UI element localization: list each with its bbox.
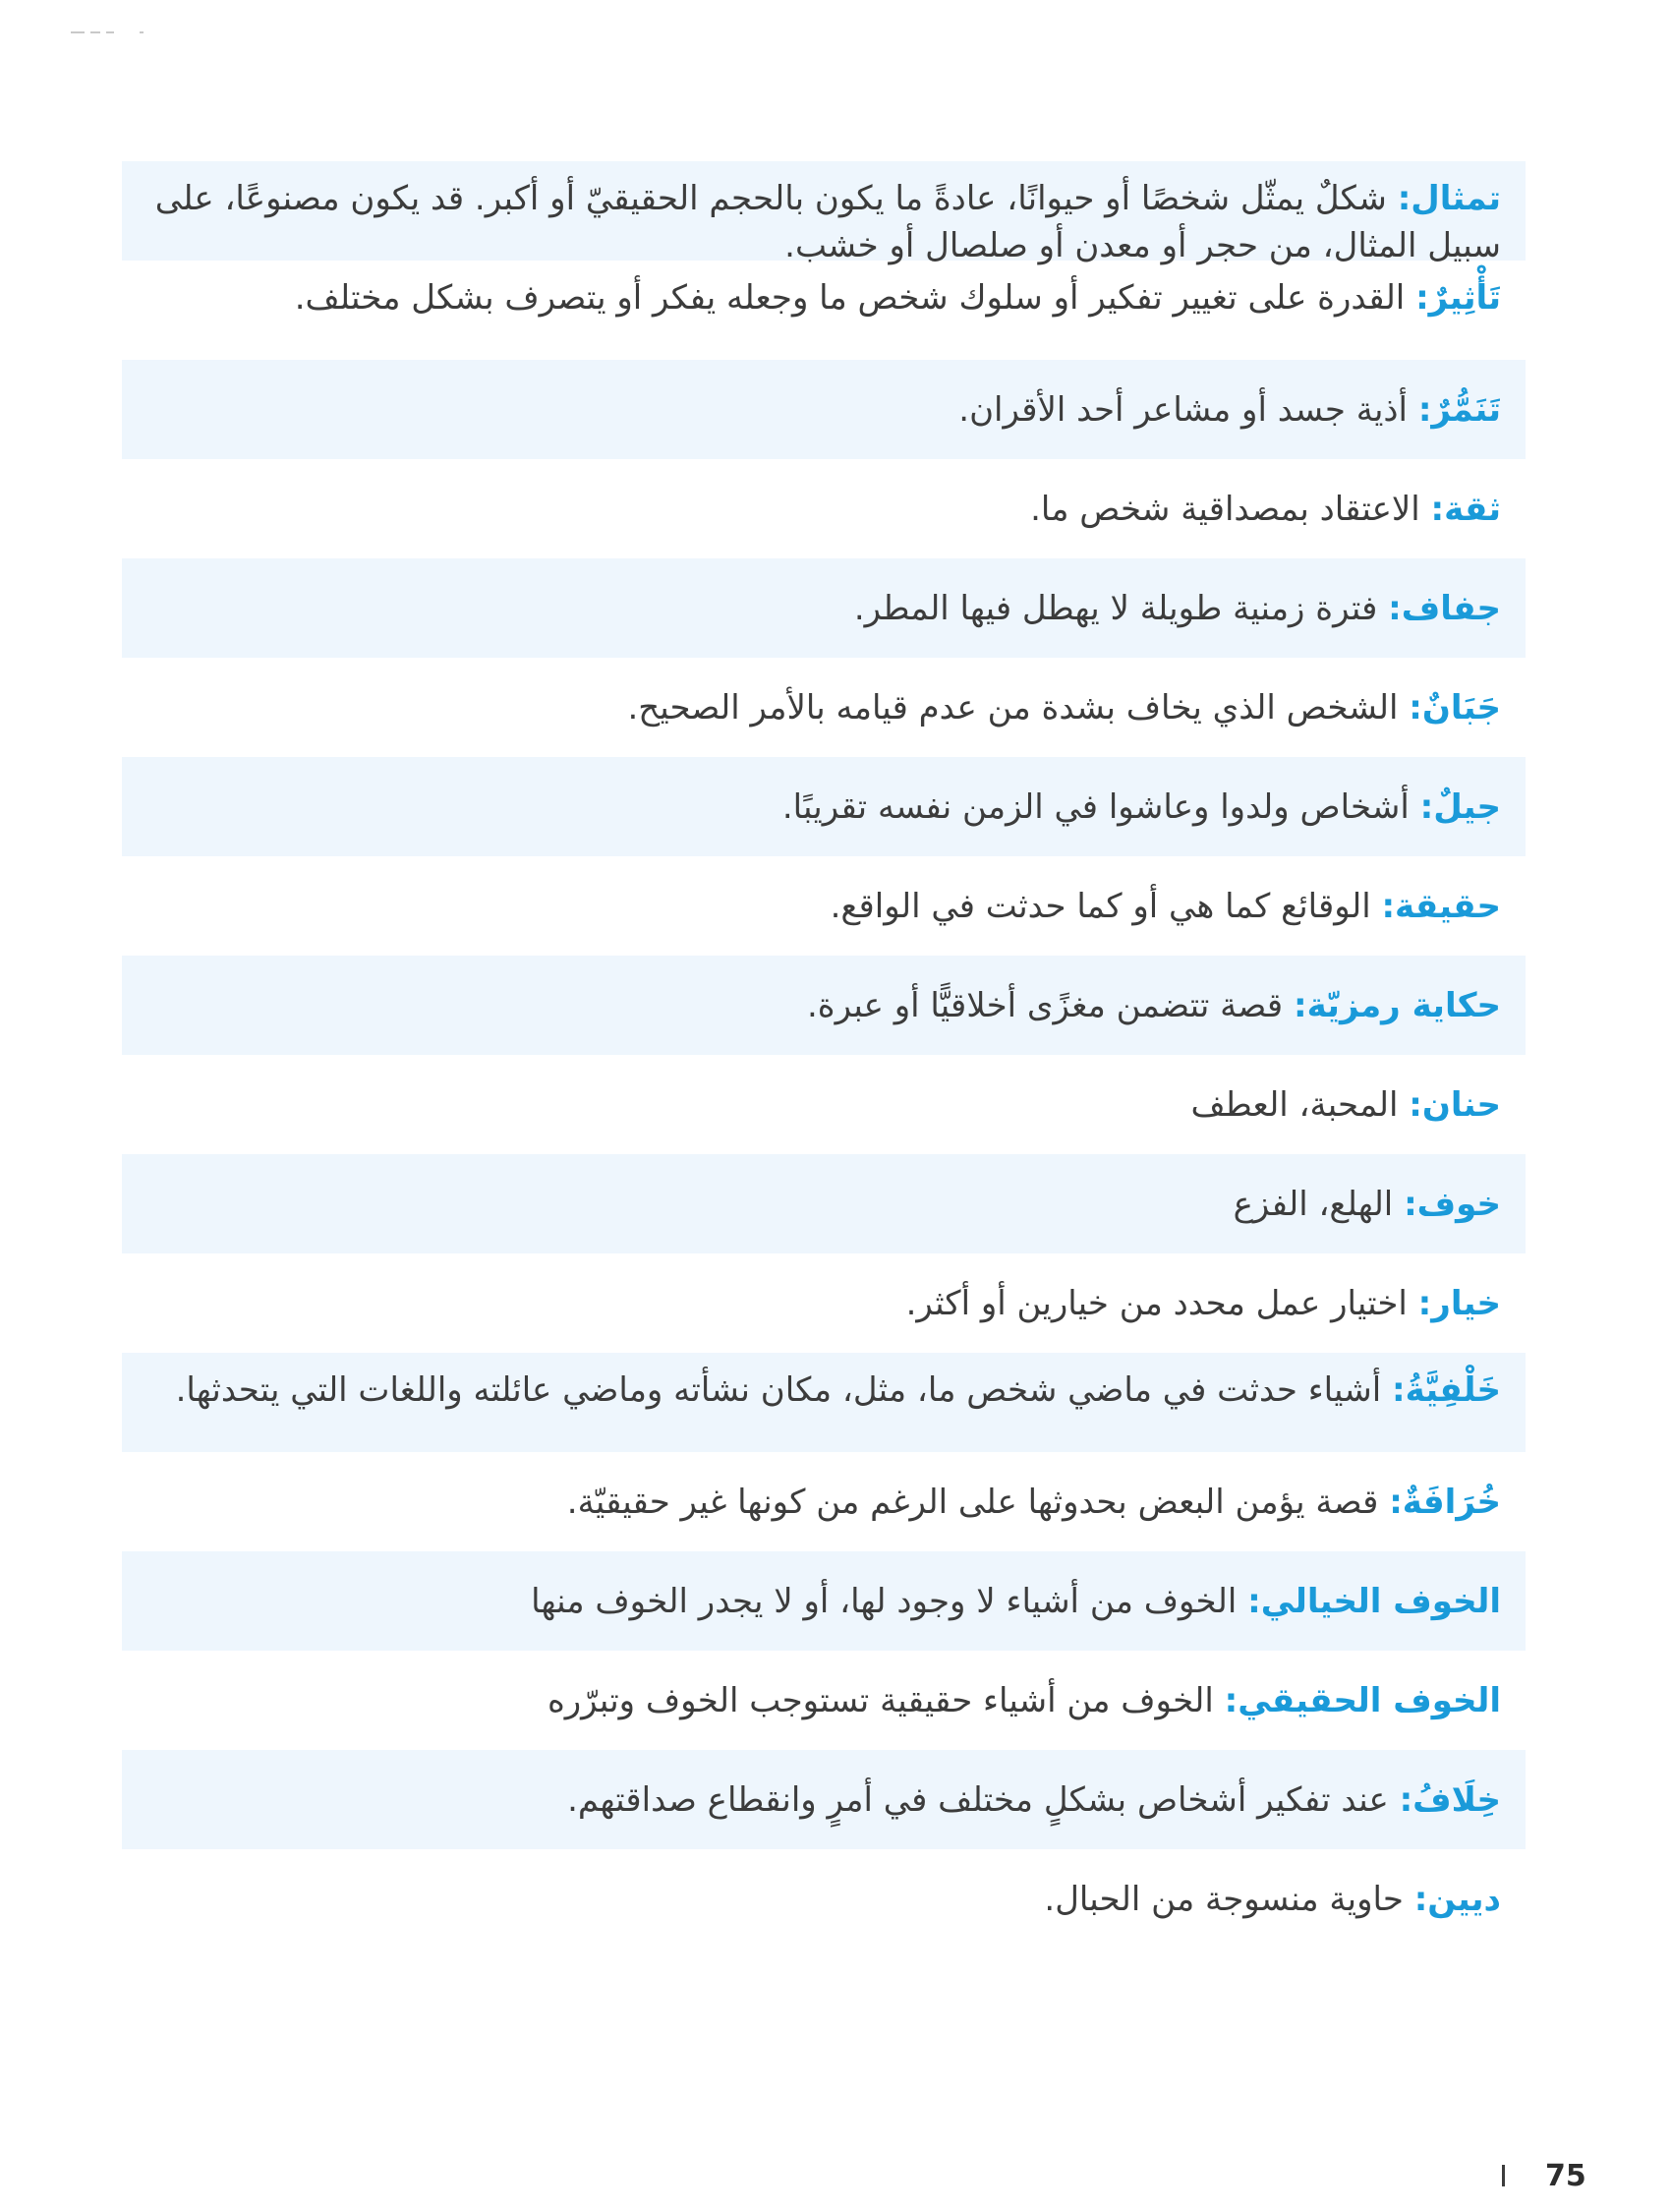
glossary-term: جَبَانٌ: (1409, 687, 1501, 728)
glossary-entry (122, 459, 1526, 558)
glossary-entry (122, 1750, 1526, 1849)
glossary-definition: الخوف من أشياء لا وجود لها، أو لا يجدر الخوف منها (531, 1581, 1248, 1621)
glossary-definition: قصة يؤمن البعض بحدوثها على الرغم من كونها غير حقيقيّة. (566, 1482, 1390, 1522)
glossary-entry (122, 1253, 1526, 1353)
glossary-definition: عند تفكير أشخاص بشكلٍ مختلف في أمرٍ وانقطاع صداقتهم. (567, 1779, 1400, 1820)
glossary-definition: قصة تتضمن مغزًى أخلاقيًّا أو عبرة. (807, 985, 1294, 1025)
glossary-entry (122, 1849, 1526, 1949)
glossary-term: خِلَافُ: (1399, 1779, 1501, 1820)
glossary-term: خوف: (1404, 1184, 1501, 1224)
glossary-entry (122, 1154, 1526, 1253)
glossary-entry (122, 161, 1526, 265)
glossary-definition: الوقائع كما هي أو كما حدثت في الواقع. (830, 886, 1382, 926)
glossary-term: خَلْفِيَّةُ: (1392, 1370, 1501, 1410)
glossary-definition: الاعتقاد بمصداقية شخص ما. (1030, 489, 1431, 529)
glossary-entry (122, 1551, 1526, 1651)
glossary-term: الخوف الخيالي: (1247, 1581, 1501, 1621)
glossary-definition: المحبة، العطف (1190, 1084, 1410, 1125)
page-footer (1494, 2159, 1602, 2193)
header-mark (71, 28, 149, 37)
glossary-definition: حاوية منسوجة من الحبال. (1044, 1879, 1414, 1919)
glossary-definition: القدرة على تغيير تفكير أو سلوك شخص ما وجعله يفكر أو يتصرف بشكل مختلف. (294, 278, 1416, 318)
glossary-entry (122, 757, 1526, 856)
glossary-definition: شكلٌ يمثّل شخصًا أو حيوانًا، عادةً ما يكون بالحجم الحقيقيّ أو أكبر. قد يكون مصنوعًا، على سبيل المثال، من حجر أو معدن أو صلصال أو خشب. (154, 179, 1501, 265)
glossary-term: خيار: (1417, 1283, 1501, 1323)
glossary-entry (122, 558, 1526, 658)
glossary-definition: أشخاص ولدوا وعاشوا في الزمن نفسه تقريبًا. (781, 786, 1420, 827)
glossary-entry (122, 1651, 1526, 1750)
glossary-term: جفاف: (1388, 588, 1501, 628)
page-divider (1502, 2165, 1505, 2186)
glossary-entry (122, 1055, 1526, 1154)
glossary-term: تَنَمُّرٌ: (1417, 389, 1501, 430)
page-number: 75 (1545, 2159, 1586, 2193)
glossary-definition: أشياء حدثت في ماضي شخص ما، مثل، مكان نشأته وماضي عائلته واللغات التي يتحدثها. (175, 1370, 1393, 1410)
glossary-definition: الشخص الذي يخاف بشدة من عدم قيامه بالأمر الصحيح. (627, 687, 1410, 728)
glossary-term: حكاية رمزيّة: (1293, 985, 1501, 1025)
glossary-term: تَأْثِيرٌ: (1415, 278, 1501, 318)
glossary-term: جيلٌ: (1419, 786, 1501, 827)
glossary-term: الخوف الحقيقي: (1224, 1680, 1501, 1720)
glossary-definition: الهلع، الفزع (1233, 1184, 1405, 1224)
glossary-term: حقيقة: (1381, 886, 1501, 926)
glossary-entry (122, 1353, 1526, 1452)
glossary-entry (122, 658, 1526, 757)
glossary-entry (122, 261, 1526, 360)
glossary-entry (122, 1452, 1526, 1551)
glossary-term: خُرَافَةٌ: (1389, 1482, 1501, 1522)
glossary-entry (122, 856, 1526, 956)
glossary-term: حنان: (1409, 1084, 1501, 1125)
glossary-list (122, 161, 1526, 1949)
glossary-definition: أذية جسد أو مشاعر أحد الأقران. (958, 389, 1418, 430)
glossary-entry (122, 360, 1526, 459)
glossary-definition: اختيار عمل محدد من خيارين أو أكثر. (905, 1283, 1418, 1323)
glossary-definition: الخوف من أشياء حقيقية تستوجب الخوف وتبرّره (547, 1680, 1225, 1720)
glossary-term: ثقة: (1430, 489, 1501, 529)
glossary-term: ديين: (1413, 1879, 1501, 1919)
glossary-term: تمثال: (1397, 179, 1501, 218)
glossary-entry (122, 956, 1526, 1055)
glossary-definition: فترة زمنية طويلة لا يهطل فيها المطر. (853, 588, 1389, 628)
